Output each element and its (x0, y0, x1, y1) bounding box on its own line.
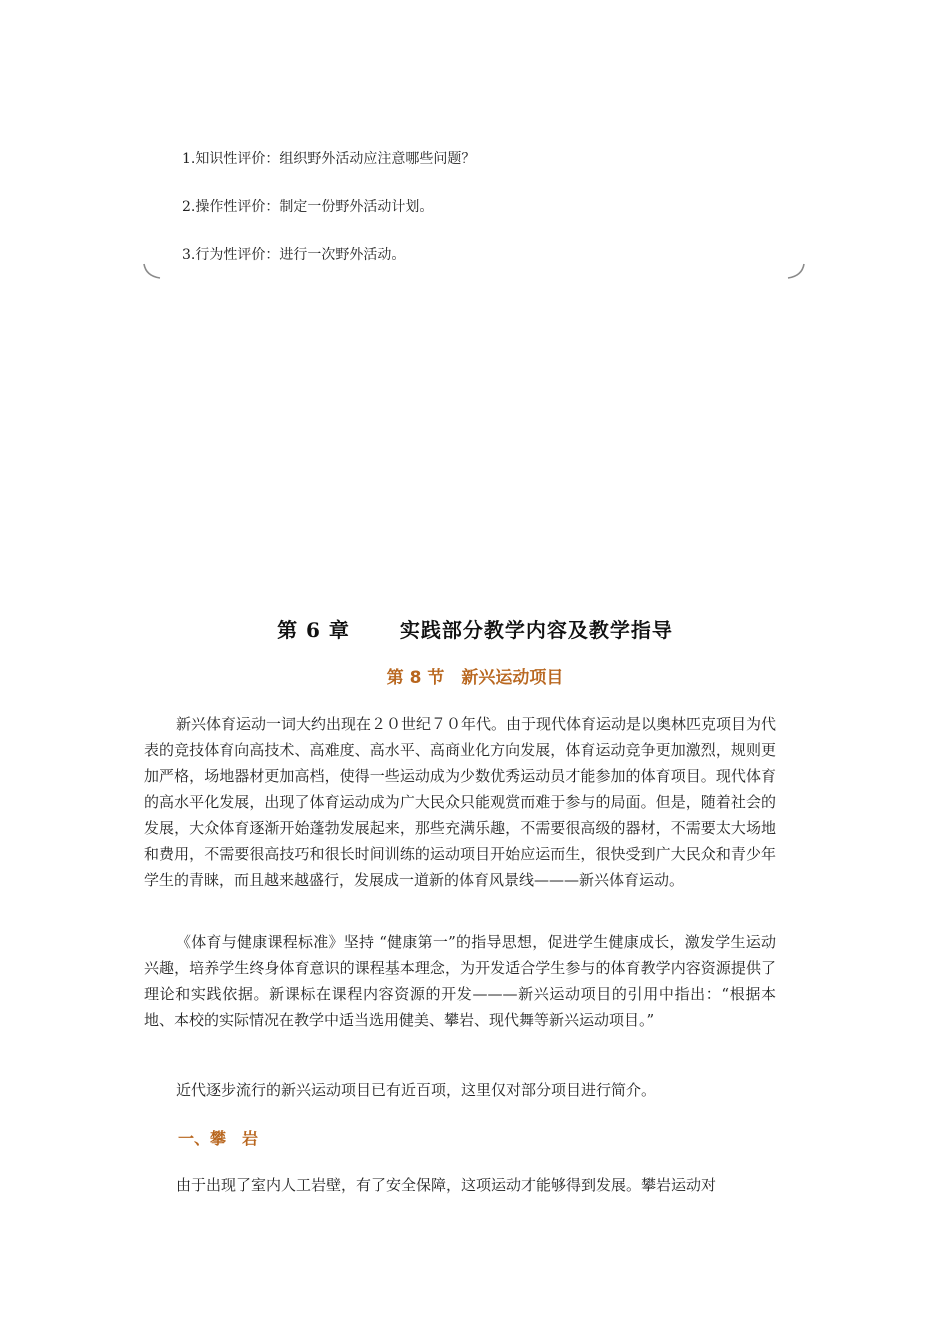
evaluation-item-behavior: 3.行为性评价：进行一次野外活动。 (182, 247, 406, 263)
chapter-title: 第 6 章 实践部分教学内容及教学指导 (277, 618, 673, 642)
body-paragraph-intro: 新兴体育运动一词大约出现在２０世纪７０年代。由于现代体育运动是以奥林匹克项目为代表的竞技体育向高技术、高难度、高水平、高商业化方向发展，体育运动竞争更加激烈，规则更加严格，场地器材更加高档，使得一些运动成为少数优秀运动员才能参加的体育项目。现代体育的高水平化发展，出现了体育运动成为广大民众只能观赏而难于参与的局面。但是，随着社会的发展，大众体育逐渐开始蓬勃发展起来，那些充满乐趣，不需要很高级的器材，不需要太大场地和费用，不需要很高技巧和很长时间训练的运动项目开始应运而生，很快受到广大民众和青少年学生的青睐，而且越来越盛行，发展成一道新的体育风景线———新兴体育运动。 (144, 715, 777, 889)
right-crop-mark-icon (786, 262, 806, 280)
left-crop-mark-icon (142, 262, 162, 280)
subheading-rock-climbing: 一、攀 岩 (178, 1129, 259, 1148)
evaluation-item-operation: 2.操作性评价：制定一份野外活动计划。 (182, 199, 434, 215)
body-paragraph-rock-climbing: 由于出现了室内人工岩壁，有了安全保障，这项运动才能够得到发展。攀岩运动对 (176, 1176, 717, 1194)
body-paragraph-curriculum: 《体育与健康课程标准》坚持 “健康第一”的指导思想，促进学生健康成长，激发学生运动兴趣，培养学生终身体育意识的课程基本理念，为开发适合学生参与的体育教学内容资源提供了理论和实践依据。新课标在课程内容资源的开发———新兴运动项目的引用中指出：“根据本地、本校的实际情况在教学中适当选用健美、攀岩、现代舞等新兴运动项目。” (144, 933, 776, 1029)
section-title: 第 8 节 新兴运动项目 (386, 668, 564, 688)
body-paragraph-summary: 近代逐步流行的新兴运动项目已有近百项，这里仅对部分项目进行简介。 (176, 1081, 657, 1099)
evaluation-item-knowledge: 1.知识性评价：组织野外活动应注意哪些问题？ (182, 151, 476, 167)
